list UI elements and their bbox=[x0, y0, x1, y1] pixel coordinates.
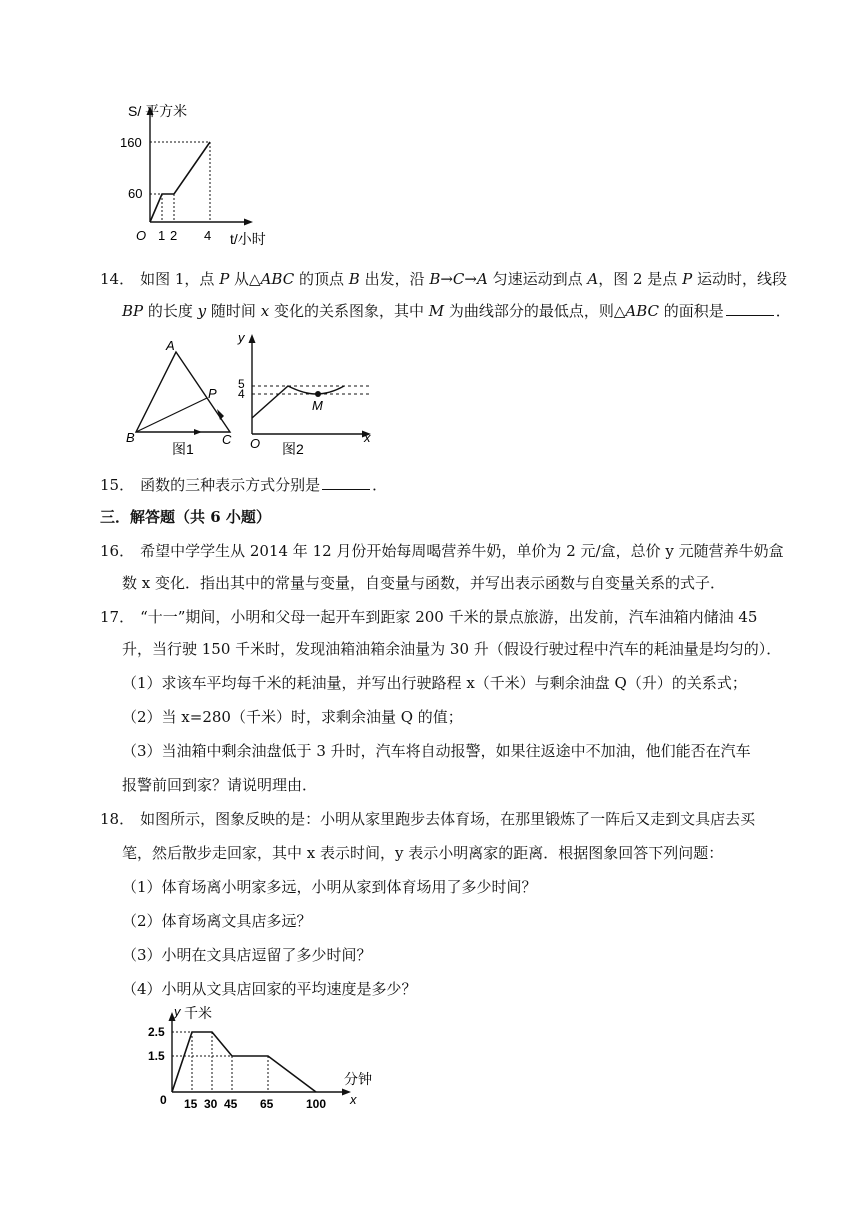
svg-text:y: y bbox=[174, 1004, 181, 1019]
distance-time-line bbox=[172, 1032, 316, 1092]
bp-length-graph bbox=[238, 330, 384, 460]
question-16-line-1: 16． 希望中学学生从 2014 年 12 月份开始每周喝营养牛奶，单价为 2 元/盒，总价 y 元随营养牛奶盒 bbox=[100, 542, 784, 560]
bp-length-curve bbox=[252, 386, 344, 418]
triangle-figure bbox=[120, 330, 244, 460]
area-time-line bbox=[150, 142, 210, 222]
figure-1-caption: 图1 bbox=[172, 441, 194, 457]
x-tick-4: 4 bbox=[204, 228, 212, 243]
svg-text:100: 100 bbox=[306, 1097, 327, 1111]
svg-text:15: 15 bbox=[184, 1097, 198, 1111]
question-18-line-2: 笔，然后散步走回家，其中 x 表示时间，y 表示小明离家的距离．根据图象回答下列问题： bbox=[122, 844, 724, 862]
svg-text:4: 4 bbox=[238, 387, 245, 401]
svg-text:45: 45 bbox=[224, 1097, 238, 1111]
origin-label: O bbox=[136, 228, 147, 243]
question-17-sub-3a: （3）当油箱中剩余油盘低于 3 升时，汽车将自动报警，如果往返途中不加油，他们能否在汽车 bbox=[122, 742, 751, 760]
svg-text:B: B bbox=[126, 430, 135, 445]
question-14-line-1: 14． 如图 1，点 P 从△ABC 的顶点 B 出发，沿 B→C→A 匀速运动到点 A，图 2 是点 P 运动时，线段 bbox=[100, 270, 787, 288]
question-18-sub-2: （2）体育场离文具店多远？ bbox=[122, 912, 312, 930]
distance-time-graph bbox=[148, 1004, 388, 1114]
answer-blank[interactable] bbox=[726, 301, 774, 316]
svg-text:0: 0 bbox=[160, 1093, 167, 1107]
svg-text:5: 5 bbox=[238, 377, 245, 391]
svg-text:P: P bbox=[208, 386, 217, 401]
question-17-sub-2: （2）当 x=280（千米）时，求剩余油量 Q 的值； bbox=[122, 708, 463, 726]
question-17-sub-1: （1）求该车平均每千米的耗油量，并写出行驶路程 x（千米）与剩余油盘 Q（升）的关系式； bbox=[122, 674, 747, 692]
question-14-line-2: BP 的长度 y 随时间 x 变化的关系图象，其中 M 为曲线部分的最低点，则△ABC 的面积是 ． bbox=[122, 302, 791, 320]
figure-2-caption: 图2 bbox=[282, 441, 304, 457]
svg-text:C: C bbox=[222, 432, 232, 447]
x-tick-1: 1 bbox=[158, 228, 166, 243]
svg-text:x: x bbox=[364, 430, 371, 445]
question-18-line-1: 18． 如图所示，图象反映的是：小明从家里跑步去体育场，在那里锻炼了一阵后又走到文具店去买 bbox=[100, 810, 756, 828]
svg-text:千米: 千米 bbox=[184, 1005, 212, 1021]
svg-text:30: 30 bbox=[204, 1097, 218, 1111]
answer-blank[interactable] bbox=[322, 475, 370, 490]
question-17-sub-3b: 报警前回到家？请说明理由． bbox=[122, 776, 318, 794]
question-18-sub-1: （1）体育场离小明家多远，小明从家到体育场用了多少时间？ bbox=[122, 878, 537, 896]
svg-text:M: M bbox=[312, 398, 323, 413]
svg-text:分钟: 分钟 bbox=[344, 1071, 372, 1087]
question-17-line-1: 17． “十一”期间，小明和父母一起开车到距家 200 千米的景点旅游，出发前，汽车油箱内储油 45 bbox=[100, 608, 758, 626]
svg-text:y: y bbox=[238, 330, 245, 345]
question-18-sub-3: （3）小明在文具店逗留了多少时间？ bbox=[122, 946, 372, 964]
svg-text:A: A bbox=[166, 338, 175, 353]
svg-text:2.5: 2.5 bbox=[148, 1025, 165, 1039]
question-18-sub-4: （4）小明从文具店回家的平均速度是多少？ bbox=[122, 980, 417, 998]
svg-text:x: x bbox=[350, 1092, 357, 1107]
y-tick-60: 60 bbox=[128, 186, 143, 201]
svg-text:1.5: 1.5 bbox=[148, 1049, 165, 1063]
section-heading: 三．解答题（共 6 小题） bbox=[100, 508, 271, 526]
svg-text:65: 65 bbox=[260, 1097, 274, 1111]
x-axis-label: t/小时 bbox=[230, 231, 266, 247]
area-time-graph bbox=[108, 98, 288, 250]
question-number: 14． bbox=[100, 270, 135, 288]
y-axis-label: S/ 平方米 bbox=[128, 103, 188, 119]
question-15: 15． 函数的三种表示方式分别是 ． bbox=[100, 476, 388, 494]
svg-text:O: O bbox=[250, 436, 261, 451]
question-17-line-2: 升，当行驶 150 千米时，发现油箱油箱余油量为 30 升（假设行驶过程中汽车的耗油量是均匀的）． bbox=[122, 640, 782, 658]
y-tick-160: 160 bbox=[120, 135, 142, 150]
x-tick-2: 2 bbox=[170, 228, 178, 243]
question-16-line-2: 数 x 变化．指出其中的常量与变量，自变量与函数，并写出表示函数与自变量关系的式子． bbox=[122, 574, 725, 592]
